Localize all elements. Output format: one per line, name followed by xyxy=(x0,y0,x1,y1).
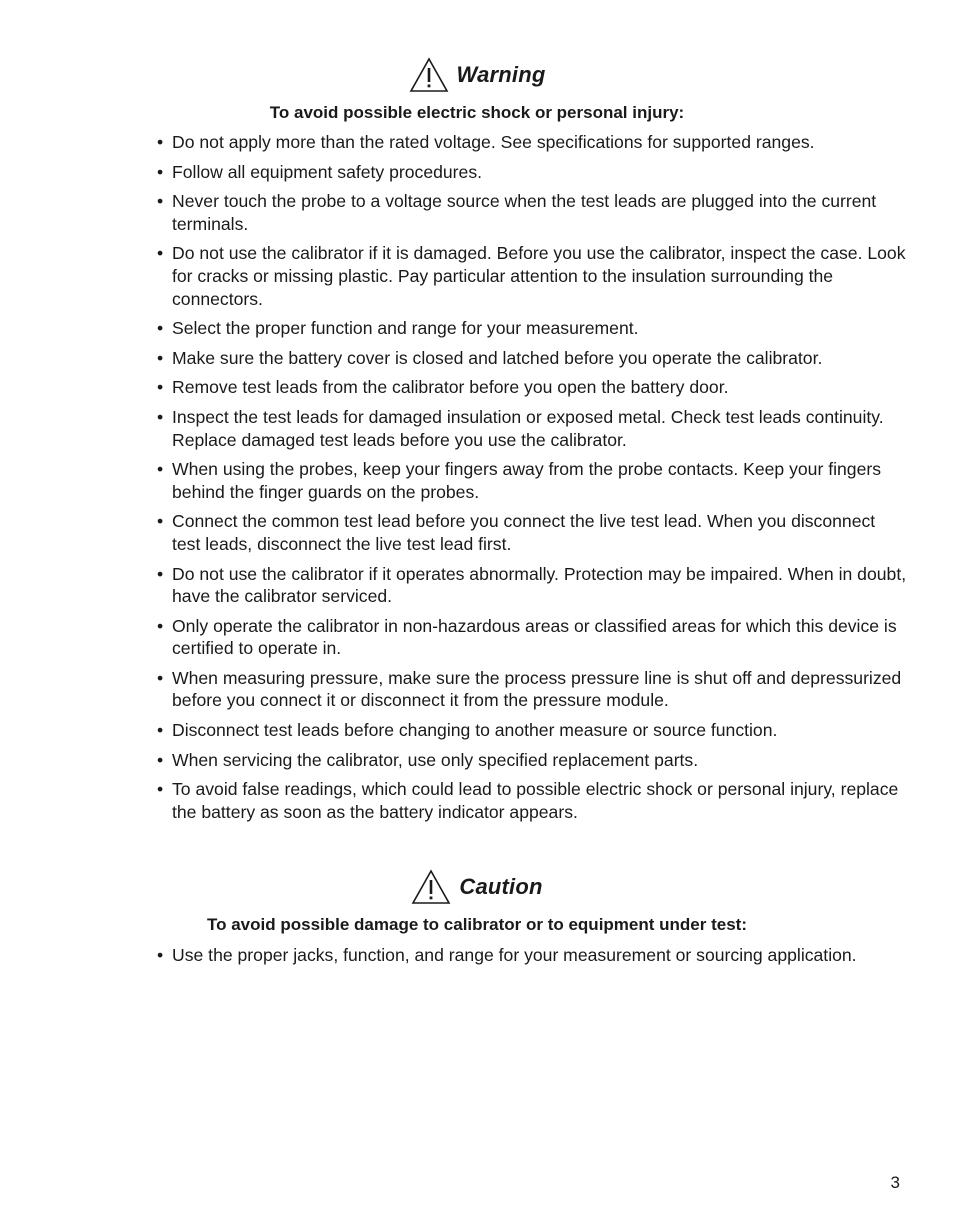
list-item: • When servicing the calibrator, use only specified replacement parts. xyxy=(157,749,907,772)
page-number: 3 xyxy=(890,1173,900,1192)
list-item: • Inspect the test leads for damaged insulation or exposed metal. Check test leads continuity. Replace damaged test leads before you use the calibrator. xyxy=(157,406,907,451)
list-item: • Remove test leads from the calibrator before you open the battery door. xyxy=(157,376,907,399)
list-item: • Use the proper jacks, function, and range for your measurement or sourcing application. xyxy=(157,944,907,967)
caution-title: Caution xyxy=(459,874,543,899)
list-item: • Do not use the calibrator if it operates abnormally. Protection may be impaired. When in doubt, have the calibrator serviced. xyxy=(157,563,907,608)
warning-title: Warning xyxy=(456,62,546,87)
list-item: • Only operate the calibrator in non-hazardous areas or classified areas for which this device is certified to operate in. xyxy=(157,615,907,660)
list-item: • When using the probes, keep your fingers away from the probe contacts. Keep your fingers behind the finger guards on the probes. xyxy=(157,458,907,503)
list-item: • To avoid false readings, which could lead to possible electric shock or personal injury, replace the battery as soon as the battery indicator appears. xyxy=(157,778,907,823)
warning-triangle-icon xyxy=(409,57,449,93)
list-item: • Never touch the probe to a voltage source when the test leads are plugged into the current terminals. xyxy=(157,190,907,235)
list-item: • Do not use the calibrator if it is damaged. Before you use the calibrator, inspect the case. Look for cracks or missing plastic. Pay particular attention to the insulation surrounding the connectors. xyxy=(157,242,907,310)
caution-list xyxy=(157,944,907,974)
warning-subtitle: To avoid possible electric shock or personal injury: xyxy=(269,103,685,122)
list-item: • Disconnect test leads before changing to another measure or source function. xyxy=(157,719,907,742)
caution-triangle-icon xyxy=(411,869,451,905)
list-item: • Do not apply more than the rated voltage. See specifications for supported ranges. xyxy=(157,131,907,154)
list-item: • When measuring pressure, make sure the process pressure line is shut off and depressurized before you connect it or disconnect it from the pressure module. xyxy=(157,667,907,712)
list-item: • Connect the common test lead before you connect the live test lead. When you disconnect test leads, disconnect the live test lead first. xyxy=(157,510,907,555)
caution-heading xyxy=(0,869,954,905)
list-item: • Select the proper function and range for your measurement. xyxy=(157,317,907,340)
list-item: • Make sure the battery cover is closed and latched before you operate the calibrator. xyxy=(157,347,907,370)
caution-subtitle: To avoid possible damage to calibrator or to equipment under test: xyxy=(207,915,747,934)
warning-heading xyxy=(0,57,954,93)
list-item: • Follow all equipment safety procedures. xyxy=(157,161,907,184)
warning-list xyxy=(157,131,907,830)
